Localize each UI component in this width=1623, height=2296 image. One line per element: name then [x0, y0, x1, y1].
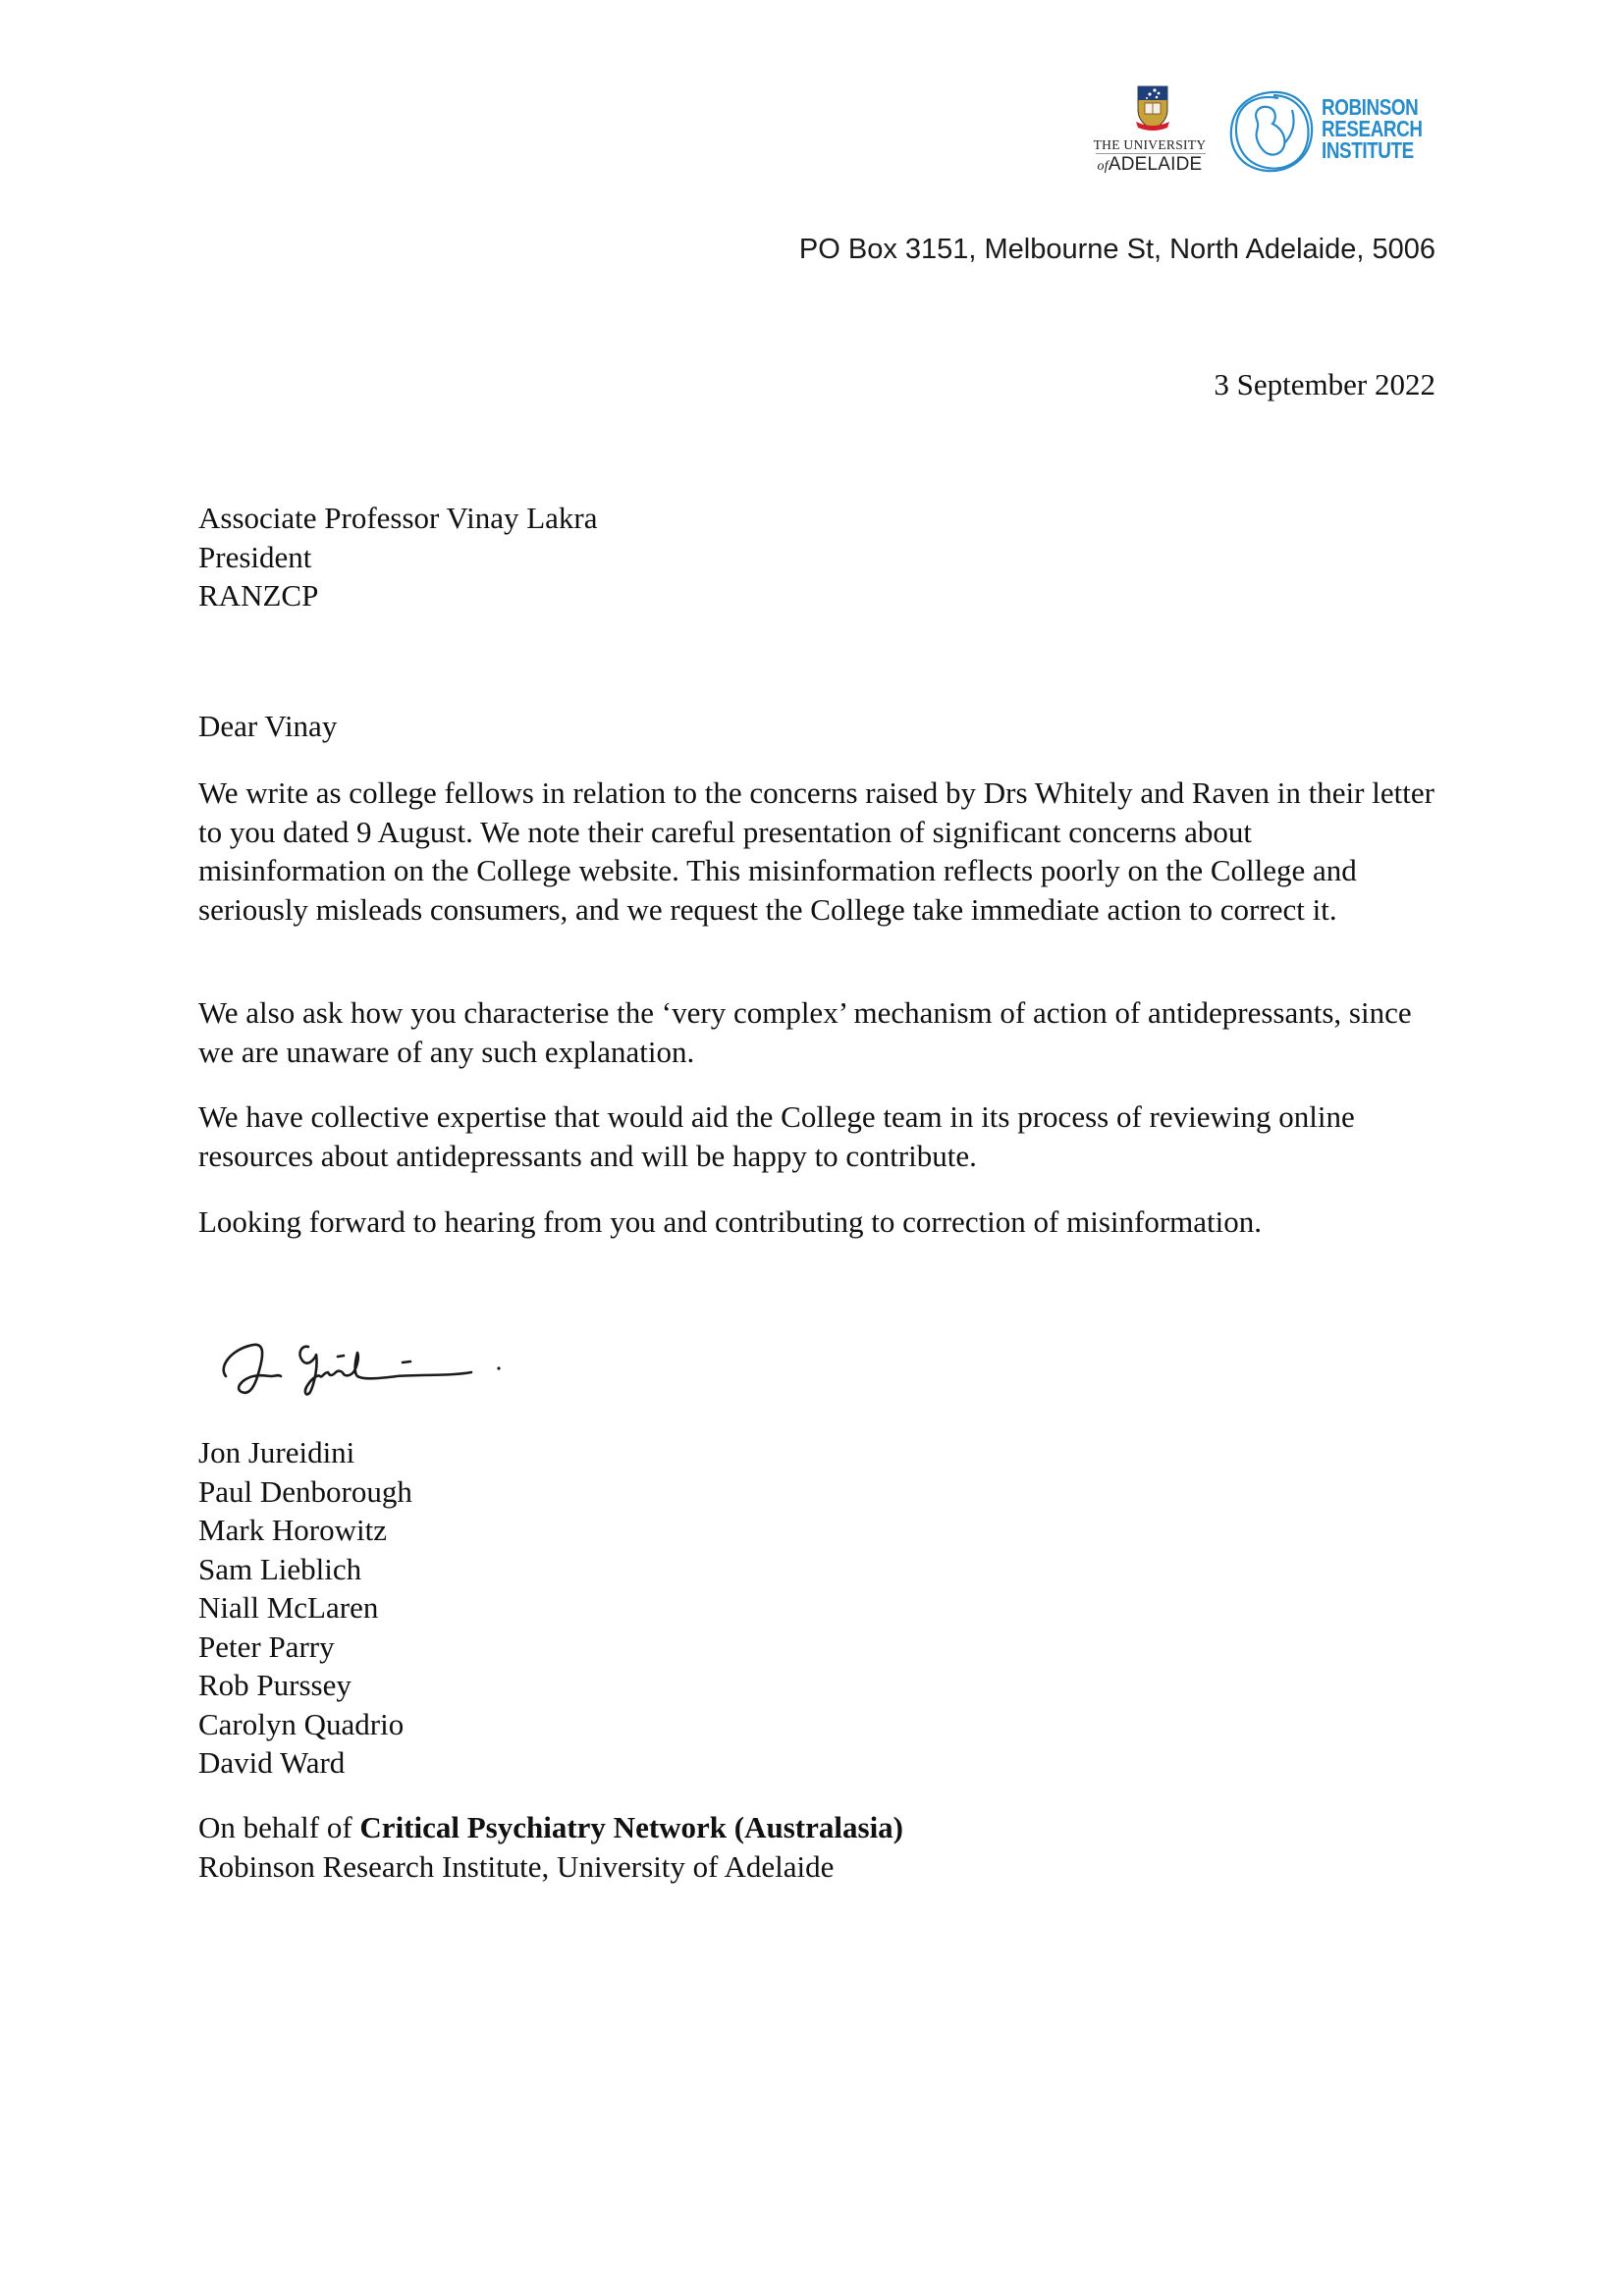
on-behalf-prefix: On behalf of — [198, 1810, 360, 1844]
university-of-adelaide-logo — [1092, 82, 1210, 181]
university-name-line2 — [1092, 154, 1208, 176]
affiliation: Robinson Research Institute, University of Adelaide — [198, 1848, 835, 1884]
recipient-organisation: RANZCP — [198, 578, 319, 613]
handwritten-signature-icon — [214, 1327, 528, 1406]
robinson-research-institute-logo — [1227, 82, 1435, 181]
signatory-name: Mark Horowitz — [198, 1513, 387, 1547]
signatory-list — [198, 1433, 1435, 1783]
signatory-name: Rob Purssey — [198, 1668, 352, 1702]
signatory-name: Carolyn Quadrio — [198, 1706, 405, 1741]
fetus-circle-icon — [1227, 88, 1316, 175]
recipient-block — [198, 499, 1435, 615]
signatory-name: Peter Parry — [198, 1629, 335, 1664]
institute-name-line: ROBINSON — [1322, 94, 1419, 120]
network-name: Critical Psychiatry Network (Australasia) — [359, 1810, 904, 1844]
body-paragraph: We also ask how you characterise the ‘very complex’ mechanism of action of antidepressants, since we are unaware of any such explanation. — [198, 995, 1412, 1069]
salutation: Dear Vinay — [198, 709, 338, 743]
recipient-name: Associate Professor Vinay Lakra — [198, 501, 598, 535]
institute-name — [1322, 96, 1423, 161]
university-name-line1: THE UNIVERSITY — [1093, 137, 1207, 152]
on-behalf-block — [198, 1808, 1435, 1886]
institute-name-line: INSTITUTE — [1322, 137, 1414, 163]
signatory-name: Jon Jureidini — [198, 1435, 355, 1469]
body-paragraph: Looking forward to hearing from you and contributing to correction of misinformation. — [198, 1204, 1263, 1239]
signatory-name: David Ward — [198, 1745, 346, 1780]
signatory-name: Niall McLaren — [198, 1590, 379, 1625]
body-paragraph: We have collective expertise that would aid the College team in its process of reviewing online resources about antidepressants and will be happy to contribute. — [198, 1099, 1355, 1173]
recipient-title: President — [198, 539, 312, 574]
institute-name-line: RESEARCH — [1322, 116, 1423, 141]
letter-date: 3 September 2022 — [1214, 367, 1435, 401]
university-crest-icon — [1135, 84, 1170, 135]
signatory-name: Paul Denborough — [198, 1473, 412, 1509]
signatory-name: Sam Lieblich — [198, 1551, 362, 1586]
on-behalf-line — [198, 1808, 1435, 1847]
university-of: of — [1097, 159, 1109, 174]
sender-address: PO Box 3151, Melbourne St, North Adelaide, 5006 — [798, 234, 1435, 265]
body-paragraph: We write as college fellows in relation to the concerns raised by Drs Whitely and Raven in their letter to you dated 9 August. We note their careful presentation of significant concerns about misinformation on the College website. This misinformation reflects poorly on the College and seriously misleads consumers, and we request the College take immediate action to correct it. — [198, 775, 1434, 927]
letterhead-logos — [1092, 82, 1435, 181]
university-adelaide: ADELAIDE — [1108, 154, 1203, 175]
